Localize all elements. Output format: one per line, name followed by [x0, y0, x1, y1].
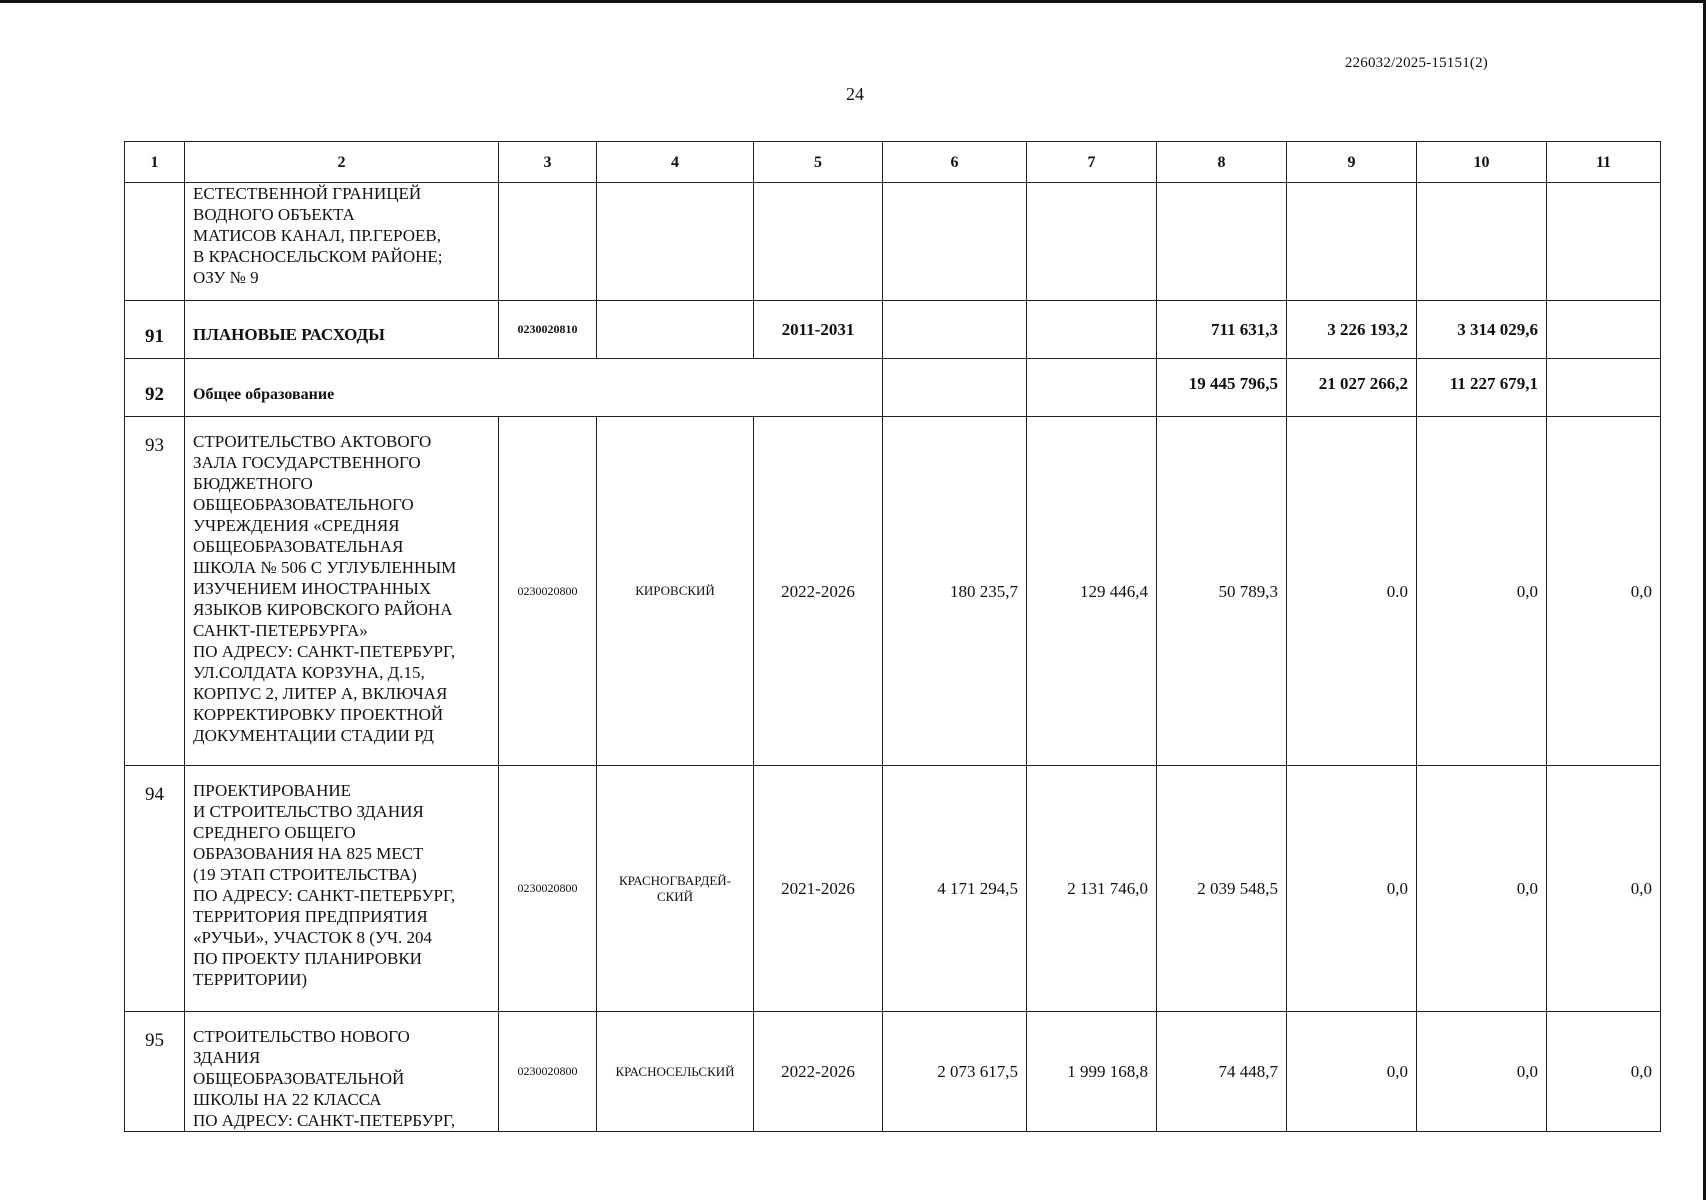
value-col8: 711 631,3 [1157, 301, 1287, 359]
text-line: ПО АДРЕСУ: САНКТ-ПЕТЕРБУРГ, [193, 1111, 456, 1130]
value-col6: 180 235,7 [883, 417, 1027, 766]
years: 2022-2026 [754, 417, 883, 766]
value-col10: 0,0 [1417, 1012, 1547, 1132]
value-col11: 0,0 [1547, 766, 1661, 1012]
text-line: УЧРЕЖДЕНИЯ «СРЕДНЯЯ [193, 516, 400, 535]
empty-cell [883, 183, 1027, 301]
text-line: ЗАЛА ГОСУДАРСТВЕННОГО [193, 453, 421, 472]
empty-cell [1417, 183, 1547, 301]
text-line: ОБЩЕОБРАЗОВАТЕЛЬНОЙ [193, 1069, 405, 1088]
district-line: КРАСНОГВАРДЕЙ- [619, 872, 731, 888]
text-line: САНКТ-ПЕТЕРБУРГА» [193, 621, 368, 640]
table-row-93 [125, 417, 1661, 766]
empty-cell [754, 183, 883, 301]
value-col9: 3 226 193,2 [1287, 301, 1417, 359]
column-header: 7 [1027, 142, 1157, 183]
object-name: ПЛАНОВЫЕ РАСХОДЫ [185, 301, 499, 359]
value-col7 [1027, 301, 1157, 359]
row-number-cell [125, 183, 185, 301]
text-line: ПО АДРЕСУ: САНКТ-ПЕТЕРБУРГ, [193, 886, 456, 905]
column-header: 11 [1547, 142, 1661, 183]
empty-cell [1157, 183, 1287, 301]
value-col11 [1547, 359, 1661, 417]
text-line: ЯЗЫКОВ КИРОВСКОГО РАЙОНА [193, 600, 453, 619]
years: 2011-2031 [754, 301, 883, 359]
empty-cell [1547, 183, 1661, 301]
value-col9: 21 027 266,2 [1287, 359, 1417, 417]
column-header: 3 [499, 142, 597, 183]
section-title: Общее образование [185, 359, 883, 417]
table-row-92 [125, 359, 1661, 417]
district-line: СКИЙ [656, 888, 694, 904]
text-line: «РУЧЬИ», УЧАСТОК 8 (УЧ. 204 [193, 928, 433, 947]
text-line: СТРОИТЕЛЬСТВО АКТОВОГО [193, 432, 432, 451]
value-col6: 4 171 294,5 [883, 766, 1027, 1012]
value-col10: 0,0 [1417, 417, 1547, 766]
text-line: МАТИСОВ КАНАЛ, ПР.ГЕРОЕВ, [193, 226, 441, 245]
value-col9: 0,0 [1287, 766, 1417, 1012]
value-col8: 2 039 548,5 [1157, 766, 1287, 1012]
value-col6: 2 073 617,5 [883, 1012, 1027, 1132]
empty-cell [499, 183, 597, 301]
value-col10: 0,0 [1417, 766, 1547, 1012]
budget-code: 0230020800 [499, 417, 597, 766]
text-line: ОЗУ № 9 [193, 268, 259, 287]
text-line: ПО ПРОЕКТУ ПЛАНИРОВКИ [193, 949, 422, 968]
value-col7: 1 999 168,8 [1027, 1012, 1157, 1132]
text-line: ОБЩЕОБРАЗОВАТЕЛЬНОГО [193, 495, 414, 514]
empty-cell [597, 183, 754, 301]
empty-cell [1027, 183, 1157, 301]
value-col7 [1027, 359, 1157, 417]
value-col9: 0.0 [1287, 417, 1417, 766]
value-col6 [883, 359, 1027, 417]
row-number: 94 [125, 766, 185, 1012]
object-name-cell [185, 1012, 499, 1132]
budget-code: 0230020800 [499, 1012, 597, 1132]
district: КИРОВСКИЙ [597, 417, 754, 766]
table-row-91 [125, 301, 1661, 359]
text-line: УЛ.СОЛДАТА КОРЗУНА, Д.15, [193, 663, 425, 682]
text-line: ИЗУЧЕНИЕМ ИНОСТРАННЫХ [193, 579, 432, 598]
text-line: В КРАСНОСЕЛЬСКОМ РАЙОНЕ; [193, 247, 443, 266]
column-header: 5 [754, 142, 883, 183]
page-number: 24 [846, 84, 864, 104]
column-header: 6 [883, 142, 1027, 183]
value-col7: 129 446,4 [1027, 417, 1157, 766]
text-line: ПРОЕКТИРОВАНИЕ [193, 781, 352, 800]
value-col10: 3 314 029,6 [1417, 301, 1547, 359]
text-line: СТРОИТЕЛЬСТВО НОВОГО [193, 1027, 410, 1046]
value-col11: 0,0 [1547, 1012, 1661, 1132]
text-line: (19 ЭТАП СТРОИТЕЛЬСТВА) [193, 865, 417, 884]
text-line: ТЕРРИТОРИЯ ПРЕДПРИЯТИЯ [193, 907, 428, 926]
text-line: ПО АДРЕСУ: САНКТ-ПЕТЕРБУРГ, [193, 642, 456, 661]
column-header: 9 [1287, 142, 1417, 183]
text-line: ВОДНОГО ОБЪЕКТА [193, 205, 355, 224]
value-col6 [883, 301, 1027, 359]
empty-cell [1287, 183, 1417, 301]
years: 2022-2026 [754, 1012, 883, 1132]
column-header: 4 [597, 142, 754, 183]
budget-code: 0230020800 [499, 766, 597, 1012]
object-name-cell [185, 766, 499, 1012]
budget-code: 0230020810 [499, 301, 597, 359]
text-line: СРЕДНЕГО ОБЩЕГО [193, 823, 356, 842]
column-header: 1 [125, 142, 185, 183]
table-row-continuation [125, 183, 1661, 301]
row-number: 93 [125, 417, 185, 766]
text-line: И СТРОИТЕЛЬСТВО ЗДАНИЯ [193, 802, 424, 821]
row-number: 91 [125, 301, 185, 359]
text-line: БЮДЖЕТНОГО [193, 474, 313, 493]
budget-table [124, 141, 1661, 1132]
scan-border-top [0, 0, 1706, 3]
district [597, 301, 754, 359]
value-col11 [1547, 301, 1661, 359]
district: КРАСНОСЕЛЬСКИЙ [597, 1012, 754, 1132]
table-row-95 [125, 1012, 1661, 1132]
value-col7: 2 131 746,0 [1027, 766, 1157, 1012]
text-line: ОБЩЕОБРАЗОВАТЕЛЬНАЯ [193, 537, 404, 556]
district [597, 766, 754, 1012]
text-line: КОРПУС 2, ЛИТЕР А, ВКЛЮЧАЯ [193, 684, 448, 703]
object-name-cell [185, 417, 499, 766]
text-line: ТЕРРИТОРИИ) [193, 970, 308, 989]
column-number-row [125, 142, 1661, 183]
row-number: 95 [125, 1012, 185, 1132]
text-line: КОРРЕКТИРОВКУ ПРОЕКТНОЙ [193, 705, 444, 724]
value-col10: 11 227 679,1 [1417, 359, 1547, 417]
value-col8: 50 789,3 [1157, 417, 1287, 766]
text-line: ШКОЛА № 506 С УГЛУБЛЕННЫМ [193, 558, 457, 577]
text-line: ОБРАЗОВАНИЯ НА 825 МЕСТ [193, 844, 424, 863]
value-col9: 0,0 [1287, 1012, 1417, 1132]
text-line: ЗДАНИЯ [193, 1048, 261, 1067]
column-header: 2 [185, 142, 499, 183]
value-col8: 19 445 796,5 [1157, 359, 1287, 417]
years: 2021-2026 [754, 766, 883, 1012]
text-line: ЕСТЕСТВЕННОЙ ГРАНИЦЕЙ [193, 184, 422, 203]
row-number: 92 [125, 359, 185, 417]
object-name-cell [185, 183, 499, 301]
column-header: 8 [1157, 142, 1287, 183]
text-line: ШКОЛЫ НА 22 КЛАССА [193, 1090, 382, 1109]
value-col11: 0,0 [1547, 417, 1661, 766]
column-header: 10 [1417, 142, 1547, 183]
value-col8: 74 448,7 [1157, 1012, 1287, 1132]
text-line: ДОКУМЕНТАЦИИ СТАДИИ РД [193, 726, 434, 745]
document-number: 226032/2025-15151(2) [1344, 55, 1488, 71]
table-row-94 [125, 766, 1661, 1012]
